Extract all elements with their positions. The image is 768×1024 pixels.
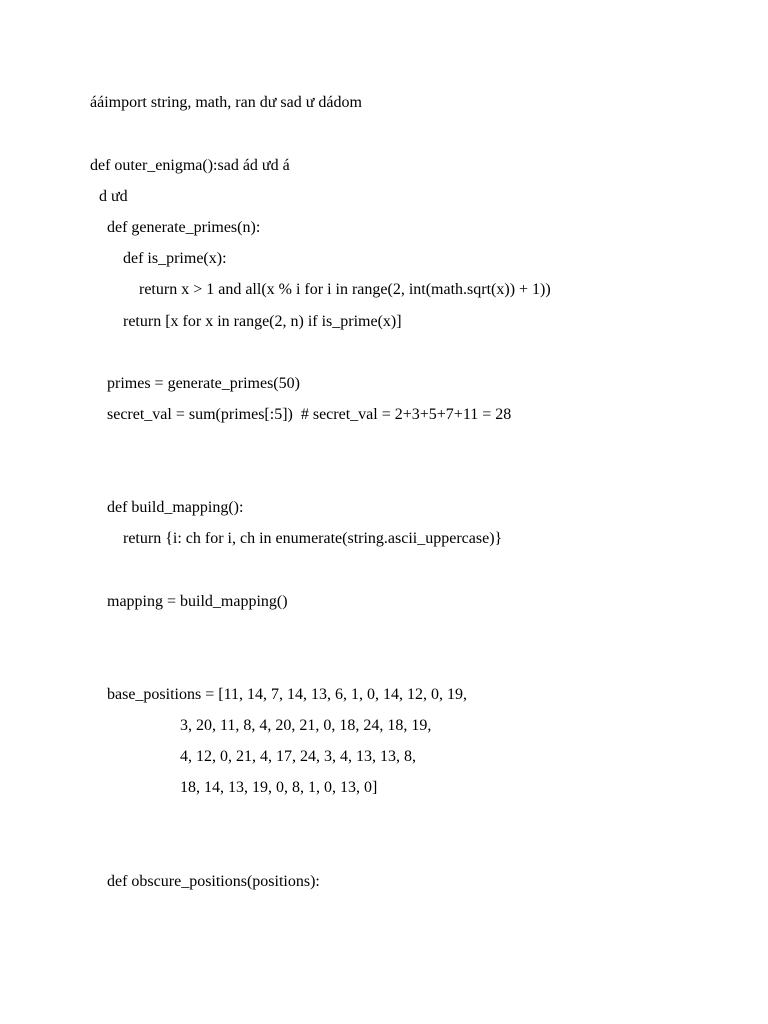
code-line-def-obscure-positions: def obscure_positions(positions): xyxy=(107,873,320,890)
code-line-def-outer-enigma: def outer_enigma():sad ád ưd á xyxy=(90,157,290,174)
code-line-return-mapping: return {i: ch for i, ch in enumerate(string.ascii_uppercase)} xyxy=(123,530,503,547)
code-line-return-is-prime: return x > 1 and all(x % i for i in range(2, int(math.sqrt(x)) + 1)) xyxy=(139,281,551,298)
code-line-def-build-mapping: def build_mapping(): xyxy=(107,499,244,516)
code-line-def-is-prime: def is_prime(x): xyxy=(123,250,227,267)
code-line-primes-assign: primes = generate_primes(50) xyxy=(107,375,300,392)
code-line-mapping-assign: mapping = build_mapping() xyxy=(107,593,288,610)
code-line-base-positions-1: base_positions = [11, 14, 7, 14, 13, 6, 1, 0, 14, 12, 0, 19, xyxy=(107,686,467,703)
code-line-def-generate-primes: def generate_primes(n): xyxy=(107,219,261,236)
code-line-secret-val: secret_val = sum(primes[:5]) # secret_val = 2+3+5+7+11 = 28 xyxy=(107,406,512,423)
code-line-import: ááimport string, math, ran dư sad ư dádom xyxy=(90,94,362,111)
code-line-stray-text: d ưd xyxy=(99,188,128,205)
code-line-base-positions-2: 3, 20, 11, 8, 4, 20, 21, 0, 18, 24, 18, 19, xyxy=(180,717,432,734)
code-line-base-positions-4: 18, 14, 13, 19, 0, 8, 1, 0, 13, 0] xyxy=(180,779,378,796)
code-line-return-primes: return [x for x in range(2, n) if is_prime(x)] xyxy=(123,313,402,330)
code-line-base-positions-3: 4, 12, 0, 21, 4, 17, 24, 3, 4, 13, 13, 8, xyxy=(180,748,416,765)
